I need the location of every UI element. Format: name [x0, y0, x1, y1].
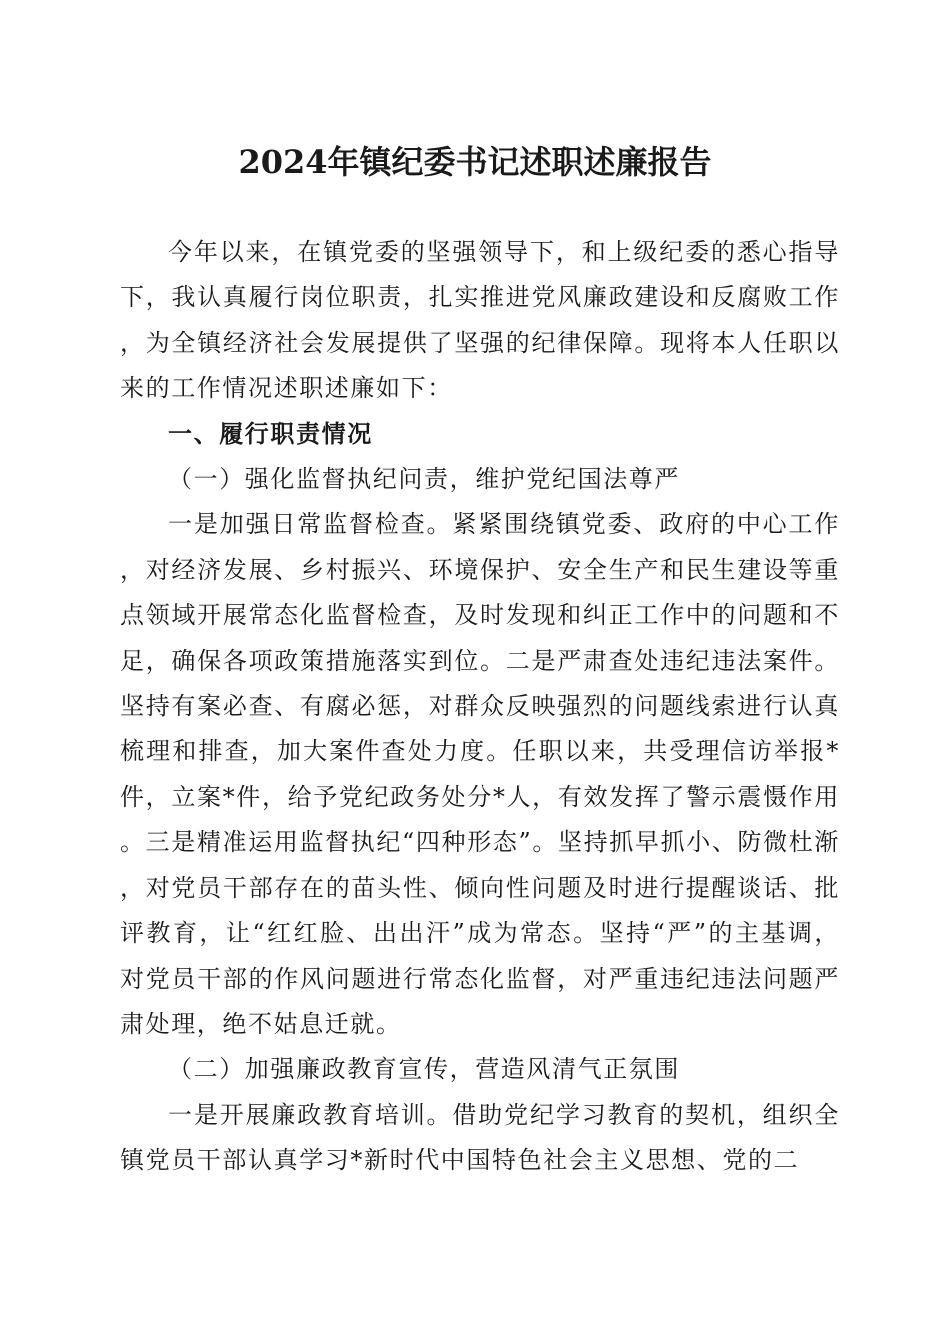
subsection-paragraph-2: 一是开展廉政教育培训。借助党纪学习教育的契机，组织全镇党员干部认真学习*新时代中国特色社会主义思想、党的二 [120, 1100, 840, 1175]
subsection-paragraph-1: 一是加强日常监督检查。紧紧围绕镇党委、政府的中心工作，对经济发展、乡村振兴、环境保护、安全生产和民生建设等重点领域开展常态化监督检查，及时发现和纠正工作中的问题和不足，确保各项政策措施落实到位。二是严肃查处违纪违法案件。坚持有案必查、有腐必惩，对群众反映强烈的问题线索进行认真梳理和排查，加大案件查处力度。任职以来，共受理信访举报*件，立案*件，给予党纪政务处分*人，有效发挥了警示震慑作用。三是精准运用监督执纪“四种形态”。坚持抓早抓小、防微杜渐，对党员干部存在的苗头性、倾向性问题及时进行提醒谈话、批评教育，让“红红脸、出出汗”成为常态。坚持“严”的主基调，对党员干部的作风问题进行常态化监督，对严重违纪违法问题严肃处理，绝不姑息迁就。 [120, 510, 840, 1038]
section-heading-1: 一、履行职责情况 [168, 419, 373, 448]
intro-paragraph: 今年以来，在镇党委的坚强领导下，和上级纪委的悉心指导下，我认真履行岗位职责，扎实推进党风廉政建设和反腐败工作，为全镇经济社会发展提供了坚强的纪律保障。现将本人任职以来的工作情况述职述廉如下： [120, 238, 840, 403]
document-title: 2024年镇纪委书记述职述廉报告 [238, 143, 712, 181]
subsection-heading-2: （二）加强廉政教育宣传，营造风清气正氛围 [168, 1055, 680, 1084]
subsection-heading-1: （一）强化监督执纪问责，维护党纪国法尊严 [168, 465, 680, 494]
document-body [120, 230, 840, 1184]
